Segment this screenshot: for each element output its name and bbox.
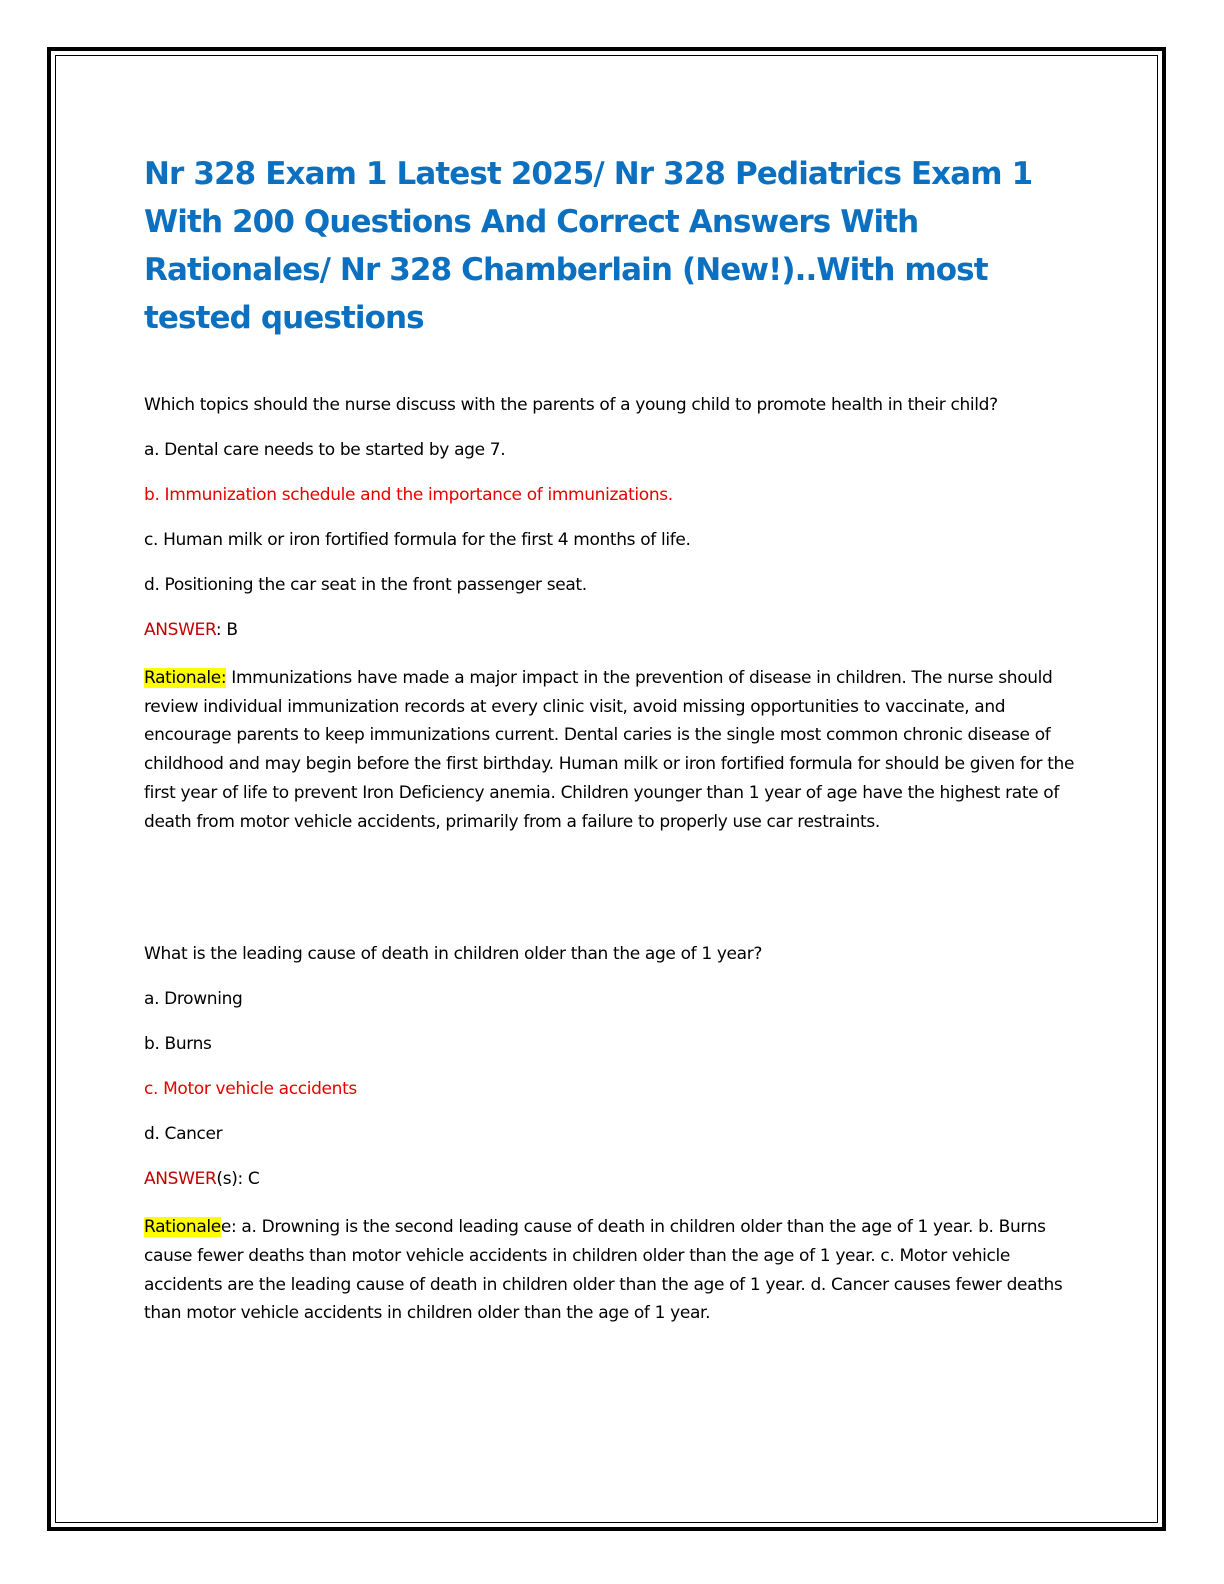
rationale-text: e: a. Drowning is the second leading cause of death in children older than the age of 1 year. b. Burns cause fewer deaths than motor vehicle accidents in children older than the age of 1 year. c. Motor vehicle accidents are the leading cause of death in children older than the age of 1 year. d. Cancer causes fewer deaths than motor vehicle accidents in children older than the age of 1 year.: [144, 1217, 1063, 1324]
rationale-label: Rationale: [144, 1217, 221, 1238]
answer-line: [144, 1168, 1084, 1190]
rationale: [144, 1213, 1084, 1328]
option-d: d. Cancer: [144, 1124, 223, 1145]
question-text: What is the leading cause of death in children older than the age of 1 year?: [144, 944, 763, 965]
option-a: a. Drowning: [144, 989, 243, 1010]
rationale: [144, 664, 1084, 836]
question-block-2: [144, 943, 1084, 1328]
rationale-label: Rationale:: [144, 668, 227, 688]
option-a: a. Dental care needs to be started by age 7.: [144, 440, 506, 460]
answer-label: ANSWER: [144, 1169, 217, 1190]
page-content: [144, 150, 1084, 1328]
question-block-1: [144, 394, 1084, 836]
document-title: Nr 328 Exam 1 Latest 2025/ Nr 328 Pediatrics Exam 1 With 200 Questions And Correct Answers With Rationales/ Nr 328 Chamberlain (New!)..With most tested questions: [144, 156, 1033, 336]
answer-value: : B: [215, 620, 238, 640]
rationale-text: Immunizations have made a major impact in the prevention of disease in children. The nurse should review individual immunization records at every clinic visit, avoid missing opportunities to vaccinate, and encourage parents to keep immunizations current. Dental caries is the single most common chronic disease of childhood and may begin before the first birthday. Human milk or iron fortified formula for should be given for the first year of life to prevent Iron Deficiency anemia. Children younger than 1 year of age have the highest rate of death from motor vehicle accidents, primarily from a failure to properly use car restraints.: [144, 668, 1075, 832]
option-c: c. Human milk or iron fortified formula for the first 4 months of life.: [144, 530, 691, 550]
question-text: Which topics should the nurse discuss with the parents of a young child to promote health in their child?: [144, 395, 998, 415]
option-c-correct: c. Motor vehicle accidents: [144, 1079, 357, 1100]
option-b-correct: b. Immunization schedule and the importance of immunizations.: [144, 485, 673, 505]
option-d: d. Positioning the car seat in the front passenger seat.: [144, 575, 587, 595]
answer-label: ANSWER: [144, 620, 216, 640]
answer-value: (s): C: [216, 1169, 260, 1190]
option-b: b. Burns: [144, 1034, 212, 1055]
answer-line: [144, 619, 1084, 641]
